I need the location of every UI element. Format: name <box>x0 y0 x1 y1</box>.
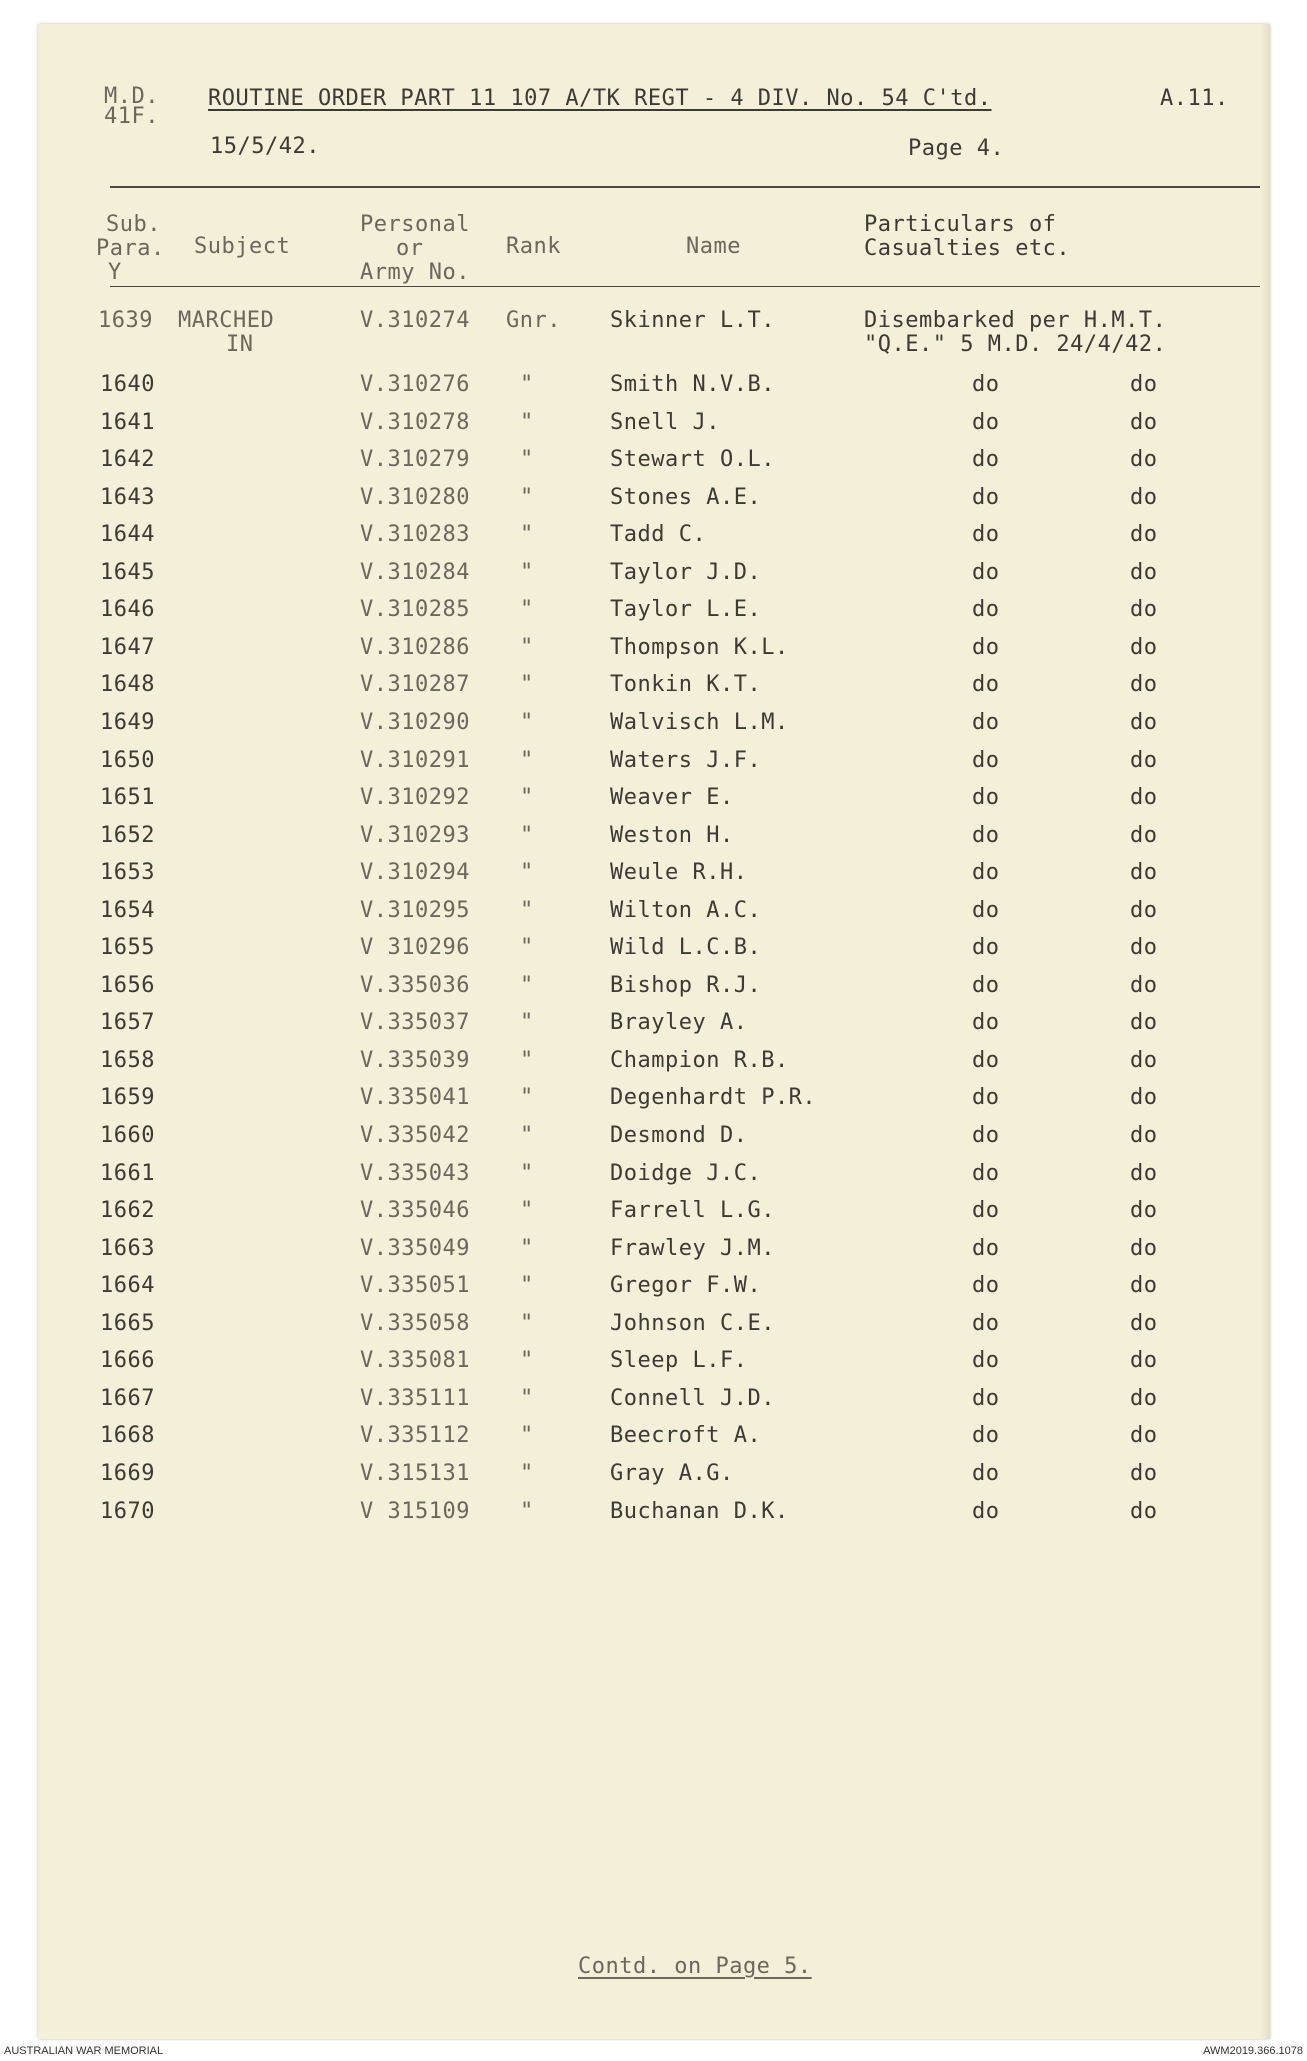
col-header-rank: Rank <box>506 234 561 259</box>
row-army-no: V.335046 <box>360 1198 470 1223</box>
row-para: 1658 <box>100 1048 155 1073</box>
table-row <box>38 1048 1270 1088</box>
row-army-no: V.310283 <box>360 522 470 547</box>
row-p2: do <box>1130 1461 1158 1486</box>
row-p1: do <box>972 1311 1000 1336</box>
row-rank: " <box>520 635 534 660</box>
row-name: Waters J.F. <box>610 748 762 773</box>
row-army-no: V.310290 <box>360 710 470 735</box>
entry-1639-particulars-2: "Q.E." 5 M.D. 24/4/42. <box>864 332 1167 357</box>
row-army-no: V.335058 <box>360 1311 470 1336</box>
row-name: Sleep L.F. <box>610 1348 748 1373</box>
row-army-no: V.335049 <box>360 1236 470 1261</box>
row-rank: " <box>520 935 534 960</box>
row-rank: " <box>520 560 534 585</box>
row-p2: do <box>1130 1198 1158 1223</box>
row-p2: do <box>1130 935 1158 960</box>
row-p1: do <box>972 1386 1000 1411</box>
row-army-no: V.310295 <box>360 898 470 923</box>
table-row <box>38 1198 1270 1238</box>
row-army-no: V.335081 <box>360 1348 470 1373</box>
row-para: 1668 <box>100 1423 155 1448</box>
row-p2: do <box>1130 560 1158 585</box>
row-p2: do <box>1130 1085 1158 1110</box>
row-army-no: V.310293 <box>360 823 470 848</box>
row-rank: " <box>520 672 534 697</box>
row-name: Stewart O.L. <box>610 447 775 472</box>
row-p1: do <box>972 1499 1000 1524</box>
col-header-sub-para-3: Y <box>108 260 122 285</box>
reference-line-2: 41F. <box>104 104 159 129</box>
row-p1: do <box>972 1423 1000 1448</box>
row-rank: " <box>520 1311 534 1336</box>
table-row <box>38 1273 1270 1313</box>
row-p2: do <box>1130 1236 1158 1261</box>
row-name: Doidge J.C. <box>610 1161 762 1186</box>
col-header-particulars-1: Particulars of <box>864 212 1057 237</box>
row-para: 1670 <box>100 1499 155 1524</box>
row-name: Connell J.D. <box>610 1386 775 1411</box>
table-row <box>38 410 1270 450</box>
row-p1: do <box>972 785 1000 810</box>
table-row <box>38 672 1270 712</box>
row-rank: " <box>520 410 534 435</box>
col-header-sub-para-2: Para. <box>96 236 165 261</box>
row-p1: do <box>972 447 1000 472</box>
row-rank: " <box>520 1123 534 1148</box>
entry-1639-para: 1639 <box>98 308 153 333</box>
row-p1: do <box>972 1348 1000 1373</box>
row-name: Gray A.G. <box>610 1461 734 1486</box>
table-row <box>38 823 1270 863</box>
row-p1: do <box>972 1010 1000 1035</box>
row-p2: do <box>1130 748 1158 773</box>
row-rank: " <box>520 1386 534 1411</box>
document-date: 15/5/42. <box>210 134 320 159</box>
row-army-no: V.335111 <box>360 1386 470 1411</box>
row-p1: do <box>972 1236 1000 1261</box>
row-p1: do <box>972 635 1000 660</box>
row-rank: " <box>520 1048 534 1073</box>
row-rank: " <box>520 1461 534 1486</box>
row-army-no: V.335037 <box>360 1010 470 1035</box>
row-p2: do <box>1130 522 1158 547</box>
row-name: Champion R.B. <box>610 1048 789 1073</box>
row-para: 1644 <box>100 522 155 547</box>
row-p1: do <box>972 973 1000 998</box>
row-p1: do <box>972 823 1000 848</box>
row-p1: do <box>972 560 1000 585</box>
row-army-no: V.310287 <box>360 672 470 697</box>
table-row <box>38 1386 1270 1426</box>
entry-1639-name: Skinner L.T. <box>610 308 775 333</box>
page-number: Page 4. <box>908 136 1005 161</box>
row-army-no: V.310279 <box>360 447 470 472</box>
row-para: 1649 <box>100 710 155 735</box>
table-row <box>38 785 1270 825</box>
row-name: Wilton A.C. <box>610 898 762 923</box>
row-para: 1654 <box>100 898 155 923</box>
row-para: 1643 <box>100 485 155 510</box>
row-army-no: V.315131 <box>360 1461 470 1486</box>
footer-right-id: AWM2019.366.1078 <box>1203 2045 1303 2057</box>
table-row <box>38 973 1270 1013</box>
row-p1: do <box>972 710 1000 735</box>
row-p1: do <box>972 1273 1000 1298</box>
row-para: 1646 <box>100 597 155 622</box>
table-row <box>38 935 1270 975</box>
row-p2: do <box>1130 710 1158 735</box>
row-name: Farrell L.G. <box>610 1198 775 1223</box>
row-name: Wild L.C.B. <box>610 935 762 960</box>
table-row <box>38 522 1270 562</box>
row-rank: " <box>520 973 534 998</box>
row-p2: do <box>1130 635 1158 660</box>
row-rank: " <box>520 1010 534 1035</box>
row-p2: do <box>1130 785 1158 810</box>
col-header-army-no-2: or <box>396 236 424 261</box>
row-army-no: V.335043 <box>360 1161 470 1186</box>
row-name: Snell J. <box>610 410 720 435</box>
row-para: 1667 <box>100 1386 155 1411</box>
row-name: Gregor F.W. <box>610 1273 762 1298</box>
row-rank: " <box>520 1085 534 1110</box>
table-row <box>38 447 1270 487</box>
table-row <box>38 1010 1270 1050</box>
row-army-no: V.310276 <box>360 372 470 397</box>
row-rank: " <box>520 1273 534 1298</box>
row-p1: do <box>972 522 1000 547</box>
row-p2: do <box>1130 1273 1158 1298</box>
row-rank: " <box>520 1348 534 1373</box>
row-name: Stones A.E. <box>610 485 762 510</box>
row-rank: " <box>520 898 534 923</box>
row-name: Tadd C. <box>610 522 707 547</box>
row-p1: do <box>972 1048 1000 1073</box>
row-para: 1657 <box>100 1010 155 1035</box>
row-rank: " <box>520 485 534 510</box>
row-p2: do <box>1130 372 1158 397</box>
row-para: 1651 <box>100 785 155 810</box>
row-p2: do <box>1130 823 1158 848</box>
row-para: 1641 <box>100 410 155 435</box>
row-p2: do <box>1130 447 1158 472</box>
table-row <box>38 1348 1270 1388</box>
row-p1: do <box>972 1085 1000 1110</box>
row-rank: " <box>520 860 534 885</box>
row-army-no: V 310296 <box>360 935 470 960</box>
row-p2: do <box>1130 1161 1158 1186</box>
table-row <box>38 898 1270 938</box>
document-title: ROUTINE ORDER PART 11 107 A/TK REGT - 4 DIV. No. 54 C'td. <box>208 86 992 111</box>
row-name: Desmond D. <box>610 1123 748 1148</box>
row-p1: do <box>972 748 1000 773</box>
document-code: A.11. <box>1160 86 1229 111</box>
row-name: Beecroft A. <box>610 1423 762 1448</box>
row-army-no: V 315109 <box>360 1499 470 1524</box>
row-para: 1653 <box>100 860 155 885</box>
row-name: Johnson C.E. <box>610 1311 775 1336</box>
row-p2: do <box>1130 672 1158 697</box>
row-para: 1664 <box>100 1273 155 1298</box>
row-army-no: V.310280 <box>360 485 470 510</box>
table-row <box>38 597 1270 637</box>
row-para: 1648 <box>100 672 155 697</box>
row-para: 1645 <box>100 560 155 585</box>
row-p1: do <box>972 485 1000 510</box>
table-row <box>38 748 1270 788</box>
row-army-no: V.310294 <box>360 860 470 885</box>
col-header-sub-para-1: Sub. <box>106 212 161 237</box>
row-para: 1669 <box>100 1461 155 1486</box>
row-para: 1652 <box>100 823 155 848</box>
table-row <box>38 710 1270 750</box>
row-army-no: V.310291 <box>360 748 470 773</box>
column-header-rule <box>110 286 1260 287</box>
col-header-subject: Subject <box>194 234 291 259</box>
row-p2: do <box>1130 1311 1158 1336</box>
row-army-no: V.335039 <box>360 1048 470 1073</box>
row-p1: do <box>972 372 1000 397</box>
row-army-no: V.310278 <box>360 410 470 435</box>
row-name: Thompson K.L. <box>610 635 789 660</box>
row-rank: " <box>520 748 534 773</box>
row-rank: " <box>520 447 534 472</box>
table-row <box>38 1499 1270 1539</box>
entry-1639-particulars-1: Disembarked per H.M.T. <box>864 308 1167 333</box>
row-p1: do <box>972 1198 1000 1223</box>
row-rank: " <box>520 1423 534 1448</box>
entry-1639-subject-2: IN <box>226 332 254 357</box>
row-p2: do <box>1130 597 1158 622</box>
row-army-no: V.335041 <box>360 1085 470 1110</box>
footer-bar <box>0 2041 1307 2061</box>
row-p1: do <box>972 1161 1000 1186</box>
row-para: 1660 <box>100 1123 155 1148</box>
table-row <box>38 1461 1270 1501</box>
table-row <box>38 1236 1270 1276</box>
row-name: Walvisch L.M. <box>610 710 789 735</box>
row-name: Weaver E. <box>610 785 734 810</box>
row-p2: do <box>1130 485 1158 510</box>
row-para: 1650 <box>100 748 155 773</box>
table-row <box>38 1161 1270 1201</box>
row-para: 1661 <box>100 1161 155 1186</box>
row-para: 1663 <box>100 1236 155 1261</box>
table-row <box>38 1123 1270 1163</box>
entry-1639-army-no: V.310274 <box>360 308 470 333</box>
col-header-particulars-2: Casualties etc. <box>864 236 1071 261</box>
row-rank: " <box>520 1499 534 1524</box>
row-para: 1647 <box>100 635 155 660</box>
row-name: Brayley A. <box>610 1010 748 1035</box>
row-p1: do <box>972 410 1000 435</box>
row-p2: do <box>1130 410 1158 435</box>
row-name: Frawley J.M. <box>610 1236 775 1261</box>
row-name: Weule R.H. <box>610 860 748 885</box>
row-army-no: V.335036 <box>360 973 470 998</box>
row-name: Bishop R.J. <box>610 973 762 998</box>
footer-left-credit: AUSTRALIAN WAR MEMORIAL <box>4 2045 164 2057</box>
row-p2: do <box>1130 898 1158 923</box>
row-army-no: V.310292 <box>360 785 470 810</box>
col-header-army-no-1: Personal <box>360 212 470 237</box>
table-row <box>38 1085 1270 1125</box>
row-p1: do <box>972 1461 1000 1486</box>
row-p2: do <box>1130 1499 1158 1524</box>
row-p2: do <box>1130 973 1158 998</box>
header-rule <box>110 186 1260 188</box>
entry-1639-subject-1: MARCHED <box>178 308 275 333</box>
row-p1: do <box>972 860 1000 885</box>
row-p2: do <box>1130 1010 1158 1035</box>
row-army-no: V.335051 <box>360 1273 470 1298</box>
table-row <box>38 560 1270 600</box>
row-para: 1642 <box>100 447 155 472</box>
table-row <box>38 372 1270 412</box>
row-army-no: V.335042 <box>360 1123 470 1148</box>
row-name: Degenhardt P.R. <box>610 1085 817 1110</box>
row-p2: do <box>1130 1348 1158 1373</box>
row-rank: " <box>520 710 534 735</box>
row-p2: do <box>1130 1048 1158 1073</box>
row-rank: " <box>520 823 534 848</box>
row-army-no: V.335112 <box>360 1423 470 1448</box>
table-row <box>38 485 1270 525</box>
row-p1: do <box>972 1123 1000 1148</box>
row-para: 1656 <box>100 973 155 998</box>
row-rank: " <box>520 597 534 622</box>
row-name: Tonkin K.T. <box>610 672 762 697</box>
row-rank: " <box>520 785 534 810</box>
table-row <box>38 1311 1270 1351</box>
row-rank: " <box>520 522 534 547</box>
row-rank: " <box>520 372 534 397</box>
row-rank: " <box>520 1236 534 1261</box>
row-name: Buchanan D.K. <box>610 1499 789 1524</box>
row-p1: do <box>972 672 1000 697</box>
row-rank: " <box>520 1161 534 1186</box>
row-name: Smith N.V.B. <box>610 372 775 397</box>
row-name: Weston H. <box>610 823 734 848</box>
row-army-no: V.310284 <box>360 560 470 585</box>
table-row <box>38 1423 1270 1463</box>
row-army-no: V.310286 <box>360 635 470 660</box>
row-para: 1640 <box>100 372 155 397</box>
col-header-name: Name <box>686 234 741 259</box>
table-row <box>38 635 1270 675</box>
row-para: 1666 <box>100 1348 155 1373</box>
row-army-no: V.310285 <box>360 597 470 622</box>
row-p2: do <box>1130 1423 1158 1448</box>
row-name: Taylor J.D. <box>610 560 762 585</box>
col-header-army-no-3: Army No. <box>360 260 470 285</box>
entry-1639-rank: Gnr. <box>506 308 561 333</box>
row-p2: do <box>1130 1123 1158 1148</box>
table-row <box>38 860 1270 900</box>
row-para: 1662 <box>100 1198 155 1223</box>
row-para: 1665 <box>100 1311 155 1336</box>
reference-line-1: M.D. <box>104 84 159 109</box>
continued-note: Contd. on Page 5. <box>578 1954 812 1979</box>
row-p1: do <box>972 597 1000 622</box>
row-para: 1659 <box>100 1085 155 1110</box>
document-page <box>38 24 1270 2039</box>
row-rank: " <box>520 1198 534 1223</box>
row-p2: do <box>1130 860 1158 885</box>
row-name: Taylor L.E. <box>610 597 762 622</box>
row-p2: do <box>1130 1386 1158 1411</box>
row-p1: do <box>972 935 1000 960</box>
row-p1: do <box>972 898 1000 923</box>
row-para: 1655 <box>100 935 155 960</box>
